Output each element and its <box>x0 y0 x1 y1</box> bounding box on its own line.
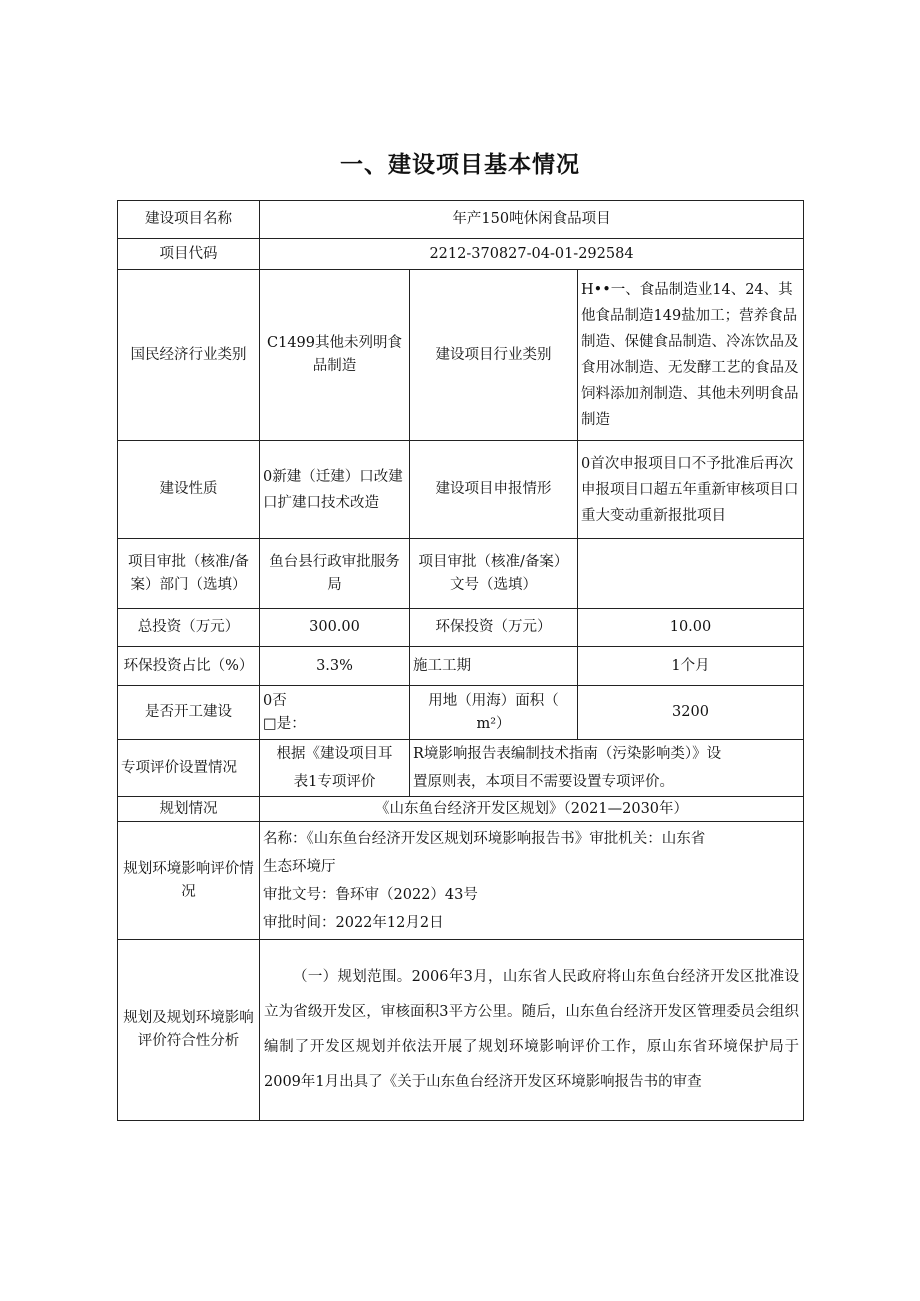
row-approval <box>118 539 804 609</box>
row-eia <box>118 822 804 940</box>
approval-dept-value: 鱼台县行政审批服务局 <box>260 539 410 609</box>
eia-line-name: 名称：《山东鱼台经济开发区规划环境影响报告书》审批机关：山东省 <box>263 830 706 847</box>
declaration-label: 建设项目申报情形 <box>410 441 578 539</box>
special-line1-rest: R境影响报告表编制技术指南（污染影响类）》设 <box>413 746 722 762</box>
eia-line-date: 审批时间：2022年12月2日 <box>263 914 444 931</box>
start-options <box>260 686 410 740</box>
eia-label: 规划环境影响评价情况 <box>118 822 260 940</box>
row-nature <box>118 441 804 539</box>
industry-value: C1499其他未列明食品制造 <box>260 270 410 441</box>
row-ratio <box>118 647 804 686</box>
area-label <box>410 686 578 740</box>
start-option-yes: □是： <box>263 715 306 732</box>
investment-label: 总投资（万元） <box>118 609 260 647</box>
start-option-no: 0否 <box>263 692 287 709</box>
industry-label: 国民经济行业类别 <box>118 270 260 441</box>
row-investment <box>118 609 804 647</box>
row-industry <box>118 270 804 441</box>
conformity-paragraph: （一）规划范围。2006年3月，山东省人民政府将山东鱼台经济开发区批准设立为省级开发区，审核面积3平方公里。随后，山东鱼台经济开发区管理委员会组织编制了开发区规划并依法开展了规划环境影响评价工作，原山东省环境保护局于2009年1月出具了《关于山东鱼台经济开发区环境影响报告书的审查 <box>264 969 799 1090</box>
row-project-code <box>118 239 804 270</box>
row-project-name <box>118 201 804 239</box>
env-investment-label: 环保投资（万元） <box>410 609 578 647</box>
nature-label: 建设性质 <box>118 441 260 539</box>
project-name-label: 建设项目名称 <box>118 201 260 239</box>
plan-label: 规划情况 <box>118 797 260 822</box>
row-start <box>118 686 804 740</box>
approval-number-value <box>578 539 804 609</box>
ratio-value: 3.3% <box>260 647 410 686</box>
page-title: 一、建设项目基本情况 <box>340 152 580 178</box>
industry-category-value: H••一、食品制造业14、24、其他食品制造149盐加工；营养食品制造、保健食品制造、冷冻饮品及食用冰制造、无发酵工艺的食品及饲料添加剂制造、其他未列明食品制造 <box>578 270 804 441</box>
nature-value: 0新建（迁建）口改建口扩建口技术改造 <box>260 441 410 539</box>
eia-content <box>260 822 804 940</box>
special-line2-start: 表1专项评价 <box>293 774 376 790</box>
area-label-line2: m²） <box>476 715 511 732</box>
row-conformity <box>118 940 804 1121</box>
row-plan <box>118 797 804 822</box>
eia-line-authority: 生态环境厅 <box>263 858 336 875</box>
special-line1-start: 根据《建设项目耳 <box>276 746 393 762</box>
row-special <box>118 740 804 797</box>
conformity-text <box>260 940 804 1121</box>
approval-dept-label: 项目审批（核准/备案）部门（选填） <box>118 539 260 609</box>
start-label: 是否开工建设 <box>118 686 260 740</box>
conformity-label: 规划及规划环境影响评价符合性分析 <box>118 940 260 1121</box>
special-label: 专项评价设置情况 <box>118 740 260 797</box>
area-label-line1: 用地（用海）面积（ <box>428 692 559 709</box>
project-info-table <box>117 200 804 1121</box>
project-code-value: 2212-370827-04-01-292584 <box>260 239 804 270</box>
period-label: 施工工期 <box>410 647 578 686</box>
special-line2-rest: 置原则表，本项目不需要设置专项评价。 <box>413 774 674 790</box>
plan-value: 《山东鱼台经济开发区规划》（2021—2030年） <box>260 797 804 822</box>
investment-value: 300.00 <box>260 609 410 647</box>
env-investment-value: 10.00 <box>578 609 804 647</box>
declaration-value: 0首次申报项目口不予批准后再次申报项目口超五年重新审核项目口重大变动重新报批项目 <box>578 441 804 539</box>
eia-line-number: 审批文号：鲁环审（2022）43号 <box>263 886 478 903</box>
approval-number-label: 项目审批（核准/备案）文号（选填） <box>410 539 578 609</box>
industry-category-label: 建设项目行业类别 <box>410 270 578 441</box>
special-text-col2 <box>410 740 804 797</box>
special-text-col1 <box>260 740 410 797</box>
project-name-value: 年产150吨休闲食品项目 <box>260 201 804 239</box>
ratio-label: 环保投资占比（%） <box>118 647 260 686</box>
area-value: 3200 <box>578 686 804 740</box>
period-value: 1个月 <box>578 647 804 686</box>
project-code-label: 项目代码 <box>118 239 260 270</box>
